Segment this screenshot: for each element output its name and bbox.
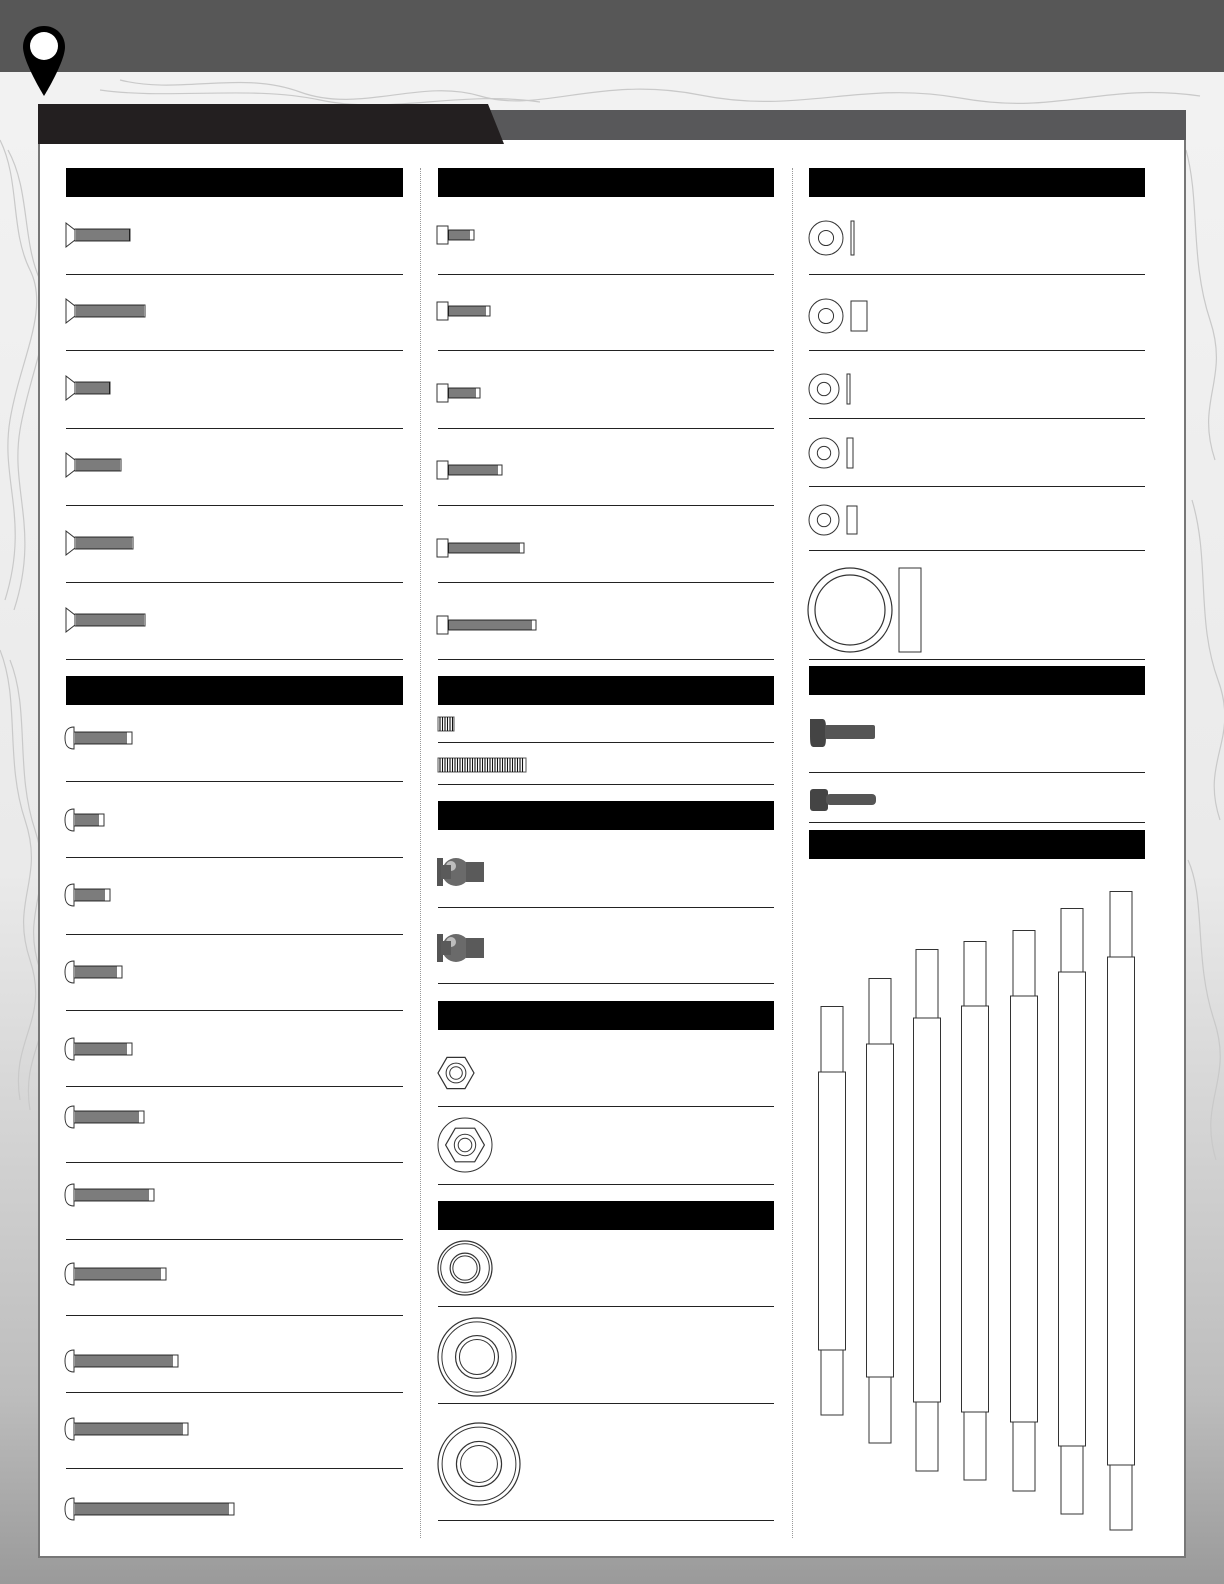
threaded-link-icon <box>913 949 943 1473</box>
button-head-screw-icon <box>64 1181 164 1209</box>
row-divider <box>809 772 1145 773</box>
part-item <box>437 756 531 776</box>
row-divider <box>809 659 1145 660</box>
threaded-link-icon <box>866 978 896 1445</box>
part-item <box>64 1260 176 1288</box>
row-divider <box>66 1162 403 1163</box>
section-header-bar <box>438 1201 774 1230</box>
part-item <box>64 374 119 402</box>
button-head-screw-icon <box>64 881 120 909</box>
part-item <box>436 850 490 894</box>
row-divider <box>809 822 1145 823</box>
o-ring-icon <box>807 566 927 656</box>
row-divider <box>66 1392 403 1393</box>
flat-head-screw-icon <box>64 529 142 557</box>
set-screw-icon <box>437 715 459 735</box>
row-divider <box>66 781 403 782</box>
part-item <box>1010 930 1040 1493</box>
part-item <box>808 715 878 751</box>
threaded-link-icon <box>961 941 991 1482</box>
part-item <box>436 614 544 638</box>
section-header-bar <box>66 676 403 705</box>
part-item <box>64 529 142 557</box>
part-item <box>436 224 482 248</box>
part-item <box>807 372 860 406</box>
section-header-bar <box>809 830 1145 859</box>
button-head-screw-icon <box>64 806 114 834</box>
row-divider <box>66 1086 403 1087</box>
part-item <box>807 566 927 656</box>
part-item <box>807 436 863 470</box>
washer-icon <box>807 436 863 470</box>
row-divider <box>438 784 774 785</box>
part-item <box>1058 908 1088 1516</box>
button-head-screw-icon <box>64 1035 142 1063</box>
section-header-bar <box>438 676 774 705</box>
bearing-icon <box>436 1239 494 1297</box>
button-head-screw-icon <box>64 1347 188 1375</box>
part-item <box>437 715 459 735</box>
flat-head-screw-icon <box>64 374 119 402</box>
cap-head-screw-icon <box>436 537 532 561</box>
row-divider <box>66 274 403 275</box>
part-item <box>64 958 132 986</box>
threaded-link-icon <box>1107 891 1137 1532</box>
pivot-ball-icon <box>436 926 490 970</box>
row-divider <box>438 582 774 583</box>
row-divider <box>438 1106 774 1107</box>
row-divider <box>66 1239 403 1240</box>
location-pin-icon <box>20 24 68 98</box>
button-head-screw-icon <box>64 1103 154 1131</box>
part-item <box>808 787 878 813</box>
row-divider <box>438 274 774 275</box>
row-divider <box>438 505 774 506</box>
row-divider <box>66 1010 403 1011</box>
part-item <box>64 1347 188 1375</box>
part-item <box>961 941 991 1482</box>
top-banner <box>0 0 1224 72</box>
row-divider <box>438 742 774 743</box>
lock-nut-icon <box>436 1053 476 1093</box>
hinge-pin-icon <box>808 787 878 813</box>
column-divider <box>792 168 793 1538</box>
flat-head-screw-icon <box>64 221 139 249</box>
part-item <box>64 1035 142 1063</box>
part-item <box>64 606 154 634</box>
part-item <box>64 724 142 752</box>
shoulder-pin-icon <box>808 715 878 751</box>
row-divider <box>438 1184 774 1185</box>
part-item <box>64 1103 154 1131</box>
part-item <box>913 949 943 1473</box>
row-divider <box>66 1315 403 1316</box>
row-divider <box>809 274 1145 275</box>
part-item <box>807 297 877 335</box>
washer-icon <box>807 219 864 257</box>
lock-nut-icon <box>436 1116 494 1174</box>
button-head-screw-icon <box>64 724 142 752</box>
row-divider <box>66 582 403 583</box>
part-item <box>436 537 532 561</box>
row-divider <box>66 428 403 429</box>
part-item <box>64 881 120 909</box>
row-divider <box>438 1306 774 1307</box>
cap-head-screw-icon <box>436 382 488 406</box>
cap-head-screw-icon <box>436 300 498 324</box>
button-head-screw-icon <box>64 1415 198 1443</box>
title-tab <box>38 104 504 144</box>
threaded-link-icon <box>1058 908 1088 1516</box>
washer-icon <box>807 372 860 406</box>
button-head-screw-icon <box>64 1495 244 1523</box>
part-item <box>64 1495 244 1523</box>
set-screw-icon <box>437 756 531 776</box>
part-item <box>436 382 488 406</box>
button-head-screw-icon <box>64 958 132 986</box>
part-item <box>436 1421 522 1507</box>
part-item <box>436 300 498 324</box>
washer-icon <box>807 297 877 335</box>
section-header-bar <box>66 168 403 197</box>
row-divider <box>66 659 403 660</box>
part-item <box>807 503 867 537</box>
pivot-ball-icon <box>436 850 490 894</box>
part-item <box>64 1181 164 1209</box>
part-item <box>807 219 864 257</box>
column-divider <box>420 168 421 1538</box>
row-divider <box>438 907 774 908</box>
threaded-link-icon <box>1010 930 1040 1493</box>
section-header-bar <box>438 801 774 830</box>
cap-head-screw-icon <box>436 614 544 638</box>
part-item <box>436 1053 476 1093</box>
section-header-bar <box>809 168 1145 197</box>
part-item <box>436 1239 494 1297</box>
cap-head-screw-icon <box>436 224 482 248</box>
row-divider <box>66 505 403 506</box>
flat-head-screw-icon <box>64 451 130 479</box>
row-divider <box>438 1520 774 1521</box>
section-header-bar <box>438 168 774 197</box>
part-item <box>64 297 154 325</box>
row-divider <box>809 486 1145 487</box>
part-item <box>866 978 896 1445</box>
button-head-screw-icon <box>64 1260 176 1288</box>
part-item <box>64 451 130 479</box>
part-item <box>64 221 139 249</box>
part-item <box>818 1006 848 1417</box>
row-divider <box>438 983 774 984</box>
row-divider <box>66 934 403 935</box>
cap-head-screw-icon <box>436 459 510 483</box>
row-divider <box>438 659 774 660</box>
row-divider <box>66 857 403 858</box>
part-item <box>436 1116 494 1174</box>
part-item <box>64 1415 198 1443</box>
section-header-bar <box>438 1001 774 1030</box>
part-item <box>1107 891 1137 1532</box>
washer-icon <box>807 503 867 537</box>
row-divider <box>438 350 774 351</box>
row-divider <box>66 1468 403 1469</box>
row-divider <box>66 350 403 351</box>
part-item <box>436 926 490 970</box>
flat-head-screw-icon <box>64 606 154 634</box>
row-divider <box>438 428 774 429</box>
part-item <box>436 1316 518 1398</box>
part-item <box>436 459 510 483</box>
section-header-bar <box>809 666 1145 695</box>
bearing-icon <box>436 1421 522 1507</box>
row-divider <box>809 418 1145 419</box>
threaded-link-icon <box>818 1006 848 1417</box>
flat-head-screw-icon <box>64 297 154 325</box>
row-divider <box>809 550 1145 551</box>
part-item <box>64 806 114 834</box>
bearing-icon <box>436 1316 518 1398</box>
row-divider <box>438 1403 774 1404</box>
row-divider <box>809 350 1145 351</box>
